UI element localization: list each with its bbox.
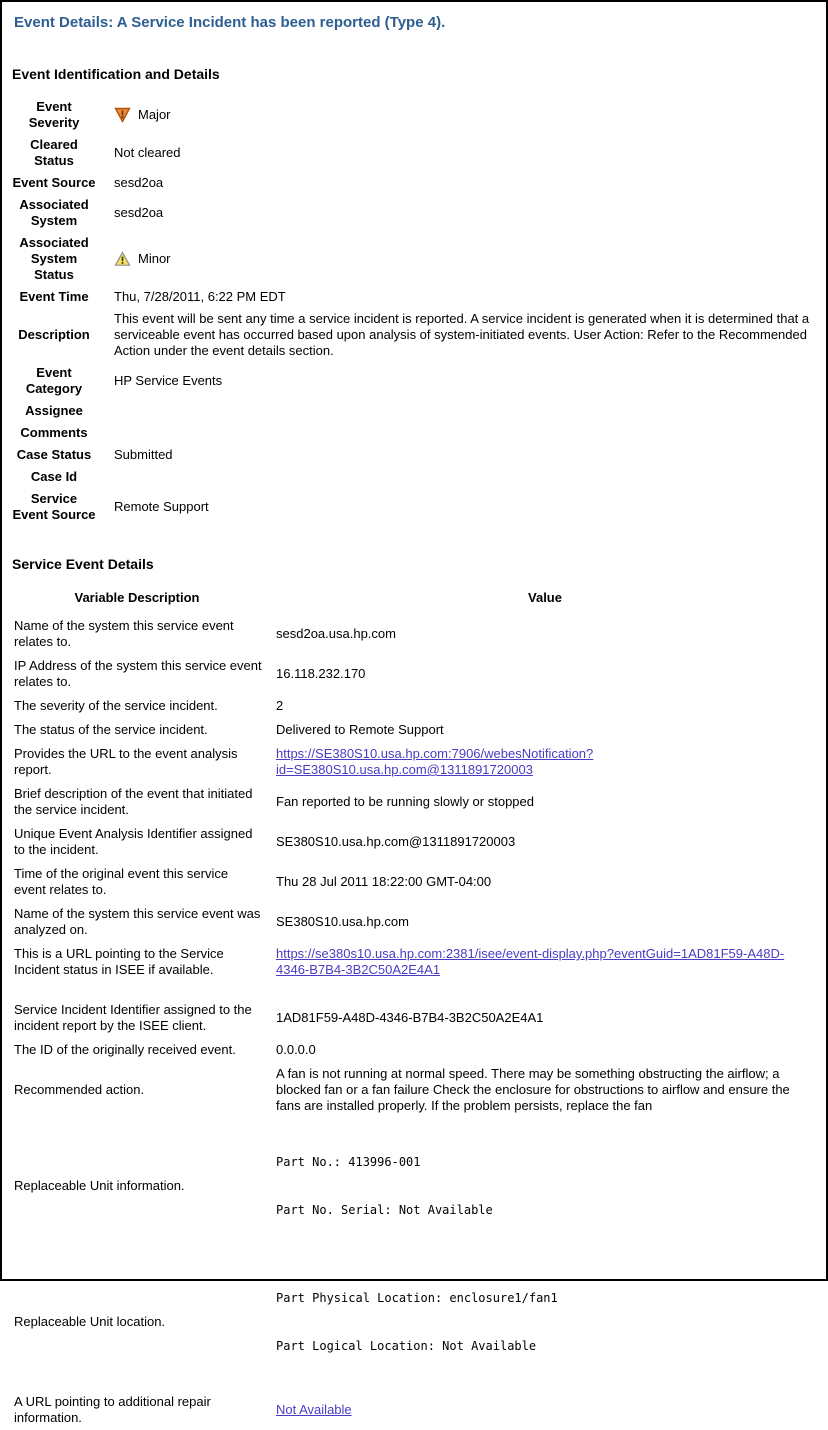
table-row <box>12 942 814 982</box>
service-event-details-table <box>12 586 814 1430</box>
variable-description-column-header: Variable Description <box>74 590 200 605</box>
row-case-status <box>12 444 814 466</box>
event-source-value: sesd2oa <box>114 175 164 190</box>
page-title: Event Details: A Service Incident has been reported (Type 4). <box>14 14 446 31</box>
value-analysis-identifier: SE380S10.usa.hp.com@1311891720003 <box>276 834 516 849</box>
event-category-label: Event Category <box>25 365 83 396</box>
row-comments <box>12 422 814 444</box>
table-row <box>12 694 814 718</box>
variable-description: Service Incident Identifier assigned to the incident report by the ISEE client. <box>14 1002 252 1033</box>
row-case-id <box>12 466 814 488</box>
row-cleared-status <box>12 134 814 172</box>
service-event-source-value: Remote Support <box>114 499 209 514</box>
variable-description: Time of the original event this service event relates to. <box>14 866 229 897</box>
service-section-heading: Service Event Details <box>12 556 154 572</box>
variable-description: Brief description of the event that initiated the service incident. <box>14 786 253 817</box>
event-time-label: Event Time <box>19 289 89 304</box>
table-row <box>12 902 814 942</box>
value-analyzed-on-system: SE380S10.usa.hp.com <box>276 914 409 929</box>
value-brief-description: Fan reported to be running slowly or stopped <box>276 794 534 809</box>
table-row <box>12 822 814 862</box>
identification-section <box>12 96 814 526</box>
variable-description: The severity of the service incident. <box>14 698 218 713</box>
variable-description: The status of the service incident. <box>14 722 208 737</box>
row-event-time <box>12 286 814 308</box>
variable-description: Recommended action. <box>14 1082 145 1097</box>
service-event-source-label: Service Event Source <box>12 491 96 522</box>
associated-system-label: Associated System <box>19 197 89 228</box>
assignee-label: Assignee <box>25 403 83 418</box>
table-row <box>12 782 814 822</box>
variable-description: IP Address of the system this service event relates to. <box>14 658 262 689</box>
table-row <box>12 1254 814 1390</box>
table-row <box>12 1390 814 1430</box>
variable-description: Replaceable Unit information. <box>14 1178 185 1193</box>
variable-description: The ID of the originally received event. <box>14 1042 236 1057</box>
value-original-event-time: Thu 28 Jul 2011 18:22:00 GMT-04:00 <box>276 874 492 889</box>
table-row <box>12 998 814 1038</box>
variable-description: Name of the system this service event was analyzed on. <box>14 906 261 937</box>
minor-warning-icon <box>114 251 131 267</box>
comments-label: Comments <box>20 425 88 440</box>
row-event-source <box>12 172 814 194</box>
row-service-event-source <box>12 488 814 526</box>
associated-system-status-value: Minor <box>138 251 171 266</box>
cleared-status-label: Cleared Status <box>30 137 78 168</box>
associated-system-status-label: Associated System Status <box>19 235 89 282</box>
major-warning-icon <box>114 107 131 123</box>
value-original-event-id: 0.0.0.0 <box>276 1042 316 1057</box>
row-event-severity <box>12 96 814 134</box>
case-status-value: Submitted <box>114 447 173 462</box>
table-row <box>12 1062 814 1118</box>
variable-description: Name of the system this service event relates to. <box>14 618 234 649</box>
table-row <box>12 742 814 782</box>
variable-description: Unique Event Analysis Identifier assigned to the incident. <box>14 826 253 857</box>
table-row <box>12 614 814 654</box>
repair-info-link[interactable]: Not Available <box>276 1402 352 1417</box>
case-id-label: Case Id <box>30 469 78 484</box>
row-assignee <box>12 400 814 422</box>
event-source-label: Event Source <box>12 175 96 190</box>
table-row <box>12 718 814 742</box>
description-value: This event will be sent any time a service incident is reported. A service incident is generated when it is determined that a serviceable event has occurred based upon analysis of system-initiated events. User Action: Refer to the Recommended Action under the event details section. <box>114 311 810 358</box>
table-header-row <box>12 586 814 614</box>
event-severity-label: Event Severity <box>28 99 80 130</box>
description-label: Description <box>18 327 90 342</box>
value-incident-status: Delivered to Remote Support <box>276 722 444 737</box>
value-severity: 2 <box>276 698 284 713</box>
value-replaceable-unit-info: Part No.: 413996-001 Part No. Serial: Not Available <box>276 1155 493 1217</box>
variable-description: Provides the URL to the event analysis report. <box>14 746 238 777</box>
value-column-header: Value <box>528 590 562 605</box>
isee-status-link[interactable]: https://se380s10.usa.hp.com:2381/isee/event-display.php?eventGuid=1AD81F59-A48D-4346-B7B4-3B2C50A2E4A1 <box>276 946 785 977</box>
value-system-name: sesd2oa.usa.hp.com <box>276 626 396 641</box>
variable-description: Replaceable Unit location. <box>14 1314 166 1329</box>
row-associated-system-status <box>12 232 814 286</box>
identification-section-heading: Event Identification and Details <box>12 66 220 82</box>
row-associated-system <box>12 194 814 232</box>
event-category-value: HP Service Events <box>114 373 223 388</box>
variable-description: This is a URL pointing to the Service Incident status in ISEE if available. <box>14 946 224 977</box>
table-row <box>12 1038 814 1062</box>
value-ip-address: 16.118.232.170 <box>276 666 366 681</box>
table-row <box>12 1118 814 1254</box>
value-incident-identifier: 1AD81F59-A48D-4346-B7B4-3B2C50A2E4A1 <box>276 1010 544 1025</box>
value-recommended-action: A fan is not running at normal speed. There may be something obstructing the airflow; a blocked fan or a fan failure Check the enclosure for obstructions to airflow and ensure the fans are installed properly. If the problem persists, replace the fan <box>276 1066 790 1113</box>
event-time-value: Thu, 7/28/2011, 6:22 PM EDT <box>114 289 286 304</box>
event-analysis-report-link[interactable]: https://SE380S10.usa.hp.com:7906/webesNotification?id=SE380S10.usa.hp.com@1311891720003 <box>276 746 594 777</box>
case-status-label: Case Status <box>16 447 92 462</box>
value-replaceable-unit-location: Part Physical Location: enclosure1/fan1 Part Logical Location: Not Available <box>276 1291 558 1353</box>
associated-system-value: sesd2oa <box>114 205 164 220</box>
cleared-status-value: Not cleared <box>114 145 181 160</box>
row-description <box>12 308 814 362</box>
table-row <box>12 654 814 694</box>
variable-description: A URL pointing to additional repair information. <box>14 1394 211 1425</box>
table-row <box>12 862 814 902</box>
event-severity-value: Major <box>138 107 171 122</box>
row-event-category <box>12 362 814 400</box>
